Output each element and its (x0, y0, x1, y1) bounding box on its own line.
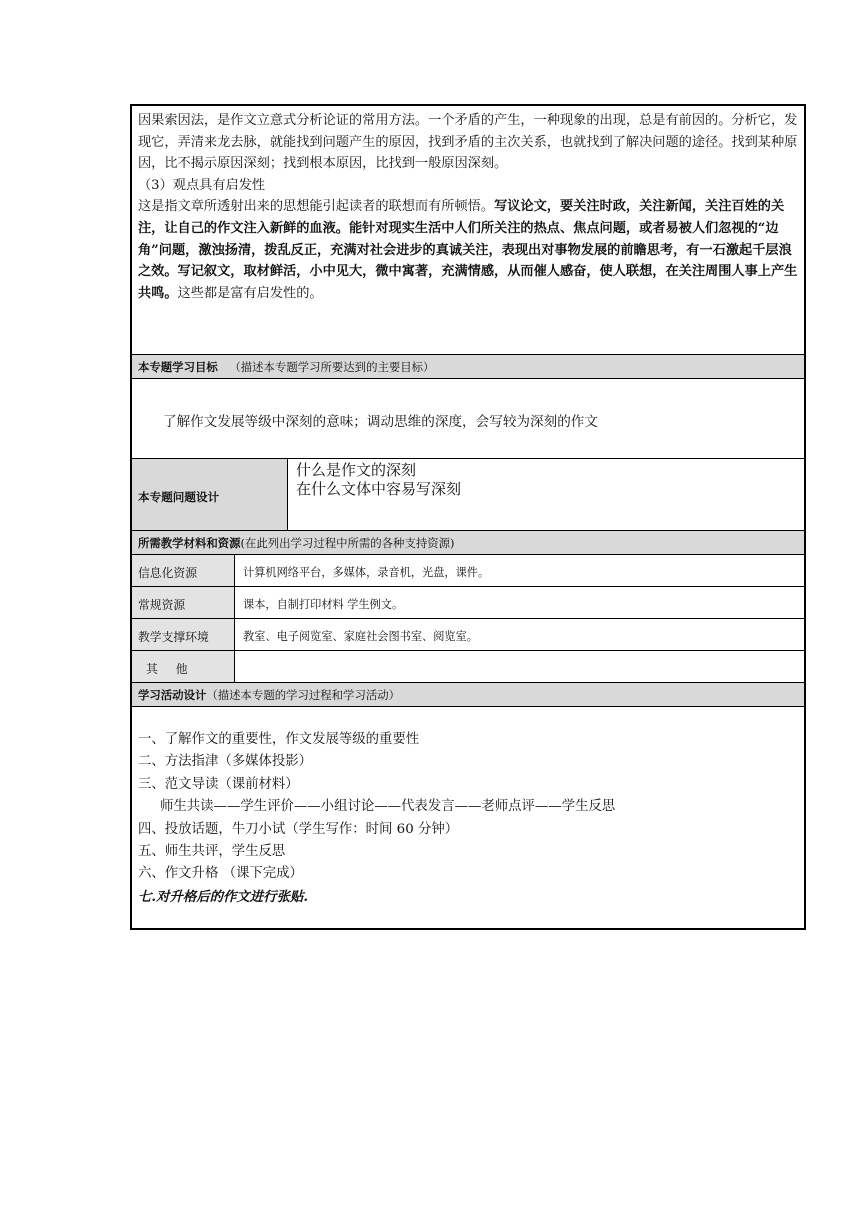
activity-step: 四、投放话题，牛刀小试（学生写作：时间 60 分钟） (138, 821, 459, 837)
resource-key: 信息化资源 (132, 555, 235, 586)
resource-value: 课本，自制打印材料 学生例文。 (243, 598, 404, 611)
resource-row (132, 618, 804, 650)
activity-list (132, 706, 804, 928)
question-design-content (288, 459, 804, 530)
goal-text: 了解作文发展等级中深刻的意味；调动思维的深度，会写较为深刻的作文 (132, 378, 804, 458)
question-line-1: 什么是作文的深刻 (296, 461, 417, 479)
activity-step: 七.对升格后的作文进行张贴. (138, 888, 309, 905)
intro-heading: （3）观点具有启发性 (138, 177, 266, 193)
activity-header (132, 682, 804, 706)
activity-step: 二、方法指津（多媒体投影） (138, 754, 313, 770)
question-design-label: 本专题问题设计 (132, 459, 288, 530)
materials-header-title: 所需教学材料和资源 (138, 536, 241, 550)
goal-header (132, 354, 804, 378)
goal-header-title: 本专题学习目标 (138, 360, 218, 374)
activity-step: 三、范文导读（课前材料） (138, 776, 299, 792)
activity-substep: 师生共读——学生评价——小组讨论——代表发言——老师点评——学生反思 (160, 799, 616, 815)
resource-key: 教学支撑环境 (132, 619, 235, 650)
materials-header (132, 530, 804, 554)
goal-header-note: （描述本专题学习所要达到的主要目标） (229, 360, 435, 374)
resource-value: 教室、电子阅览室、家庭社会图书室、阅览室。 (243, 630, 478, 643)
question-line-2: 在什么文体中容易写深刻 (296, 480, 462, 498)
resource-row (132, 650, 804, 682)
activity-step: 五、师生共评，学生反思 (138, 844, 286, 860)
intro-paragraph-1: 因果索因法，是作文立意式分析论证的常用方法。一个矛盾的产生，一种现象的出现，总是有前因的。分析它，发现它，弄清来龙去脉，就能找到问题产生的原因，找到矛盾的主次关系，也就找到了解决问题的途径。找到某种原因，比不揭示原因深刻；找到根本原因，比找到一般原因深刻。 (138, 113, 798, 172)
activity-step: 一、了解作文的重要性，作文发展等级的重要性 (138, 732, 420, 747)
resource-key: 其他 (132, 651, 235, 682)
activity-step: 六、作文升格 （课下完成） (138, 866, 303, 882)
intro-paragraph-2-bold: 写议论文，要关注时政，关注新闻，关注百姓的关注，让自己的作文注入新鲜的血液。能针对现实生活中人们所关注的热点、焦点问题，或者易被人们忽视的“边角”问题，激浊扬清，拨乱反正，充满对社会进步的真诚关注，表现出对事物发展的前瞻思考，有一石激起千层浪之效。写记叙文，取材鲜活，小中见大，微中寓著，充满情感，从而催人感奋，使人联想，在关注周围人事上产生共鸣。 (138, 199, 798, 301)
resource-key: 常规资源 (132, 587, 235, 618)
intro-paragraph-2 (138, 196, 798, 304)
activity-header-note: （描述本专题的学习过程和学习活动） (206, 688, 401, 702)
resource-value (235, 651, 804, 682)
materials-header-note: (在此列出学习过程中所需的各种支持资源) (240, 536, 455, 550)
resource-value: 计算机网络平台，多媒体，录音机，光盘，课件。 (243, 566, 490, 579)
resource-row (132, 586, 804, 618)
intro-section (132, 106, 804, 354)
resource-row (132, 554, 804, 586)
intro-paragraph-2-start: 这是指文章所透射出来的思想能引起读者的联想而有所顿悟。 (138, 199, 495, 215)
intro-paragraph-2-end: 这些都是富有启发性的。 (177, 285, 323, 301)
activity-header-title: 学习活动设计 (138, 688, 207, 702)
lesson-plan-table (130, 104, 806, 930)
question-design-row (132, 458, 804, 530)
